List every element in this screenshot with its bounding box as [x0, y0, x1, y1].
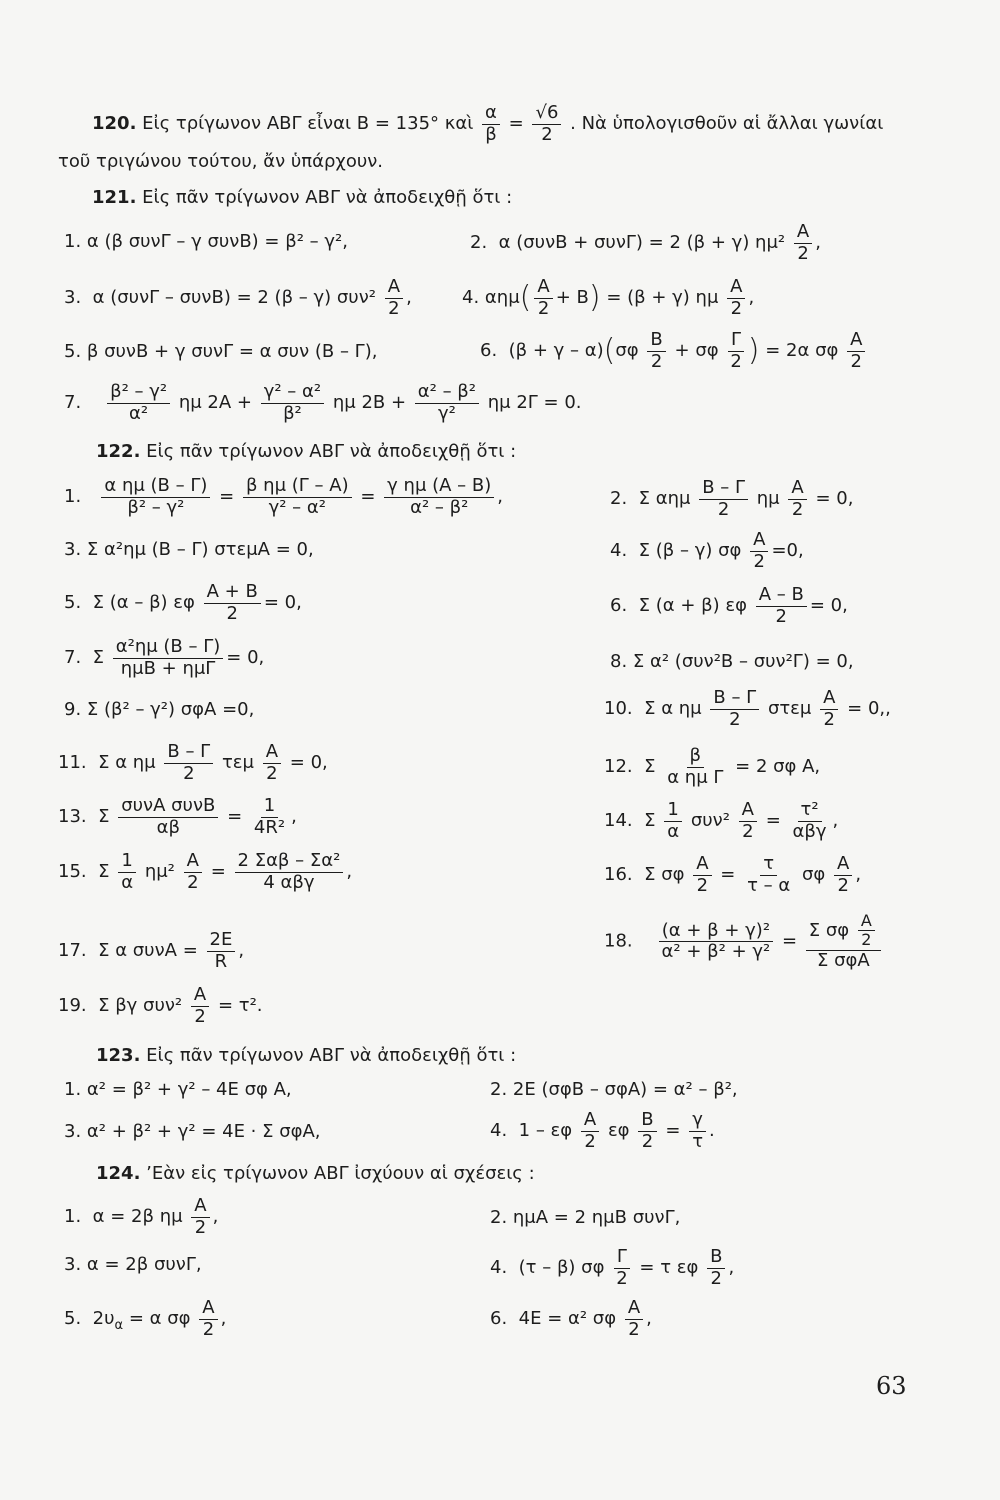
p123-item1: 1. α² = β² + γ² – 4Ε σφ Α, — [64, 1079, 292, 1100]
p122-item9: 9. Σ (β² – γ²) σφΑ =0, — [64, 699, 255, 720]
p122-item4: 4. Σ (β – γ) σφ $\frac{A}{2}$ =0, — [610, 529, 804, 572]
problem-121-title: 121. Εἰς πᾶν τρίγωνον ΑΒΓ νὰ ἀποδειχθῇ ὅτι : — [92, 187, 513, 208]
problem-122-title: 122. Εἰς πᾶν τρίγωνον ΑΒΓ νὰ ἀποδειχθῇ ὅτι : — [96, 441, 517, 462]
p122-item7: 7. Σ α²ημ (Β – Γ) ημΒ + ημΓ = 0, — [64, 636, 265, 679]
p121-item4: 4. αημ( $\frac{A}{2}$ + Β) = (β + γ) ημ $\frac{A}{2}$ , — [462, 276, 755, 319]
p124-item5: 5. $2\upsilon_\alpha = \alpha$ σφ $\frac{A}{2}$ , — [64, 1297, 227, 1340]
p121-item1: 1. α (β συνΓ – γ συνΒ) = β² – γ², — [64, 231, 348, 252]
problem-number: 121. — [92, 187, 137, 208]
problem-number: 122. — [96, 441, 141, 462]
problem-number: 124. — [96, 1163, 141, 1184]
p121-item5: 5. β συνΒ + γ συνΓ = α συν (Β – Γ), — [64, 341, 378, 362]
problem-120-line1: 120. Εἰς τρίγωνον ΑΒΓ εἶναι Β = 135° καὶ $\frac{\alpha}{\beta}$ = $\frac{√6}{2}$ . Νὰ ὑπολογισθοῦν αἱ ἄλλαι γωνίαι — [92, 102, 884, 145]
p122-item15: 15. Σ $\frac{1}{\alpha}$ ημ² $\frac{A}{2}$ = 2 Σαβ – Σα² 4 αβγ , — [58, 850, 353, 893]
p121-item6: 6. (β + γ – α)(σφ $\frac{B}{2}$ + σφ $\frac{\Gamma}{2}$ ) = 2α σφ $\frac{A}{2}$ — [480, 330, 868, 372]
p123-item2: 2. 2Ε (σφΒ – σφΑ) = α² – β², — [490, 1079, 738, 1100]
p122-item11: 11. Σ α ημ $\frac{B - \Gamma}{2}$ τεμ $\frac{A}{2}$ = 0, — [58, 741, 328, 784]
p122-item8: 8. Σ α² (συν²Β – συν²Γ) = 0, — [610, 651, 854, 672]
problem-120-line2: τοῦ τριγώνου τούτου, ἄν ὑπάρχουν. — [58, 151, 384, 172]
problem-123-title: 123. Εἰς πᾶν τρίγωνον ΑΒΓ νὰ ἀποδειχθῇ ὅτι : — [96, 1045, 517, 1066]
p122-item6: 6. Σ (α + β) εφ $\frac{A - B}{2}$ = 0, — [610, 584, 848, 627]
p122-item10: 10. Σ α ημ $\frac{B - \Gamma}{2}$ στεμ $\frac{A}{2}$ = 0,, — [604, 687, 891, 730]
p122-item13: 13. Σ συνΑ συνΒ αβ = $\frac{1}{\text{4R²}}$ , — [58, 795, 297, 838]
problem-number: 123. — [96, 1045, 141, 1066]
p122-item19: 19. Σ βγ συν² $\frac{A}{2}$ = τ². — [58, 984, 263, 1027]
p121-item2: 2. α (συνΒ + συνΓ) = 2 (β + γ) ημ² $\frac{A}{2}$ , — [470, 221, 821, 264]
p124-item4: 4. (τ – β) σφ $\frac{\Gamma}{2}$ = τ εφ $\frac{B}{2}$ , — [490, 1246, 735, 1289]
p122-item12: 12. Σ $\frac{\beta}{\text{α ημ Γ}}$ = 2 σφ Α, — [604, 745, 821, 788]
p122-item16: 16. Σ σφ $\frac{A}{2}$ = $\frac{\tau}{\tau - \alpha}$ σφ $\frac{A}{2}$ , — [604, 853, 862, 896]
problem-number: 120. — [92, 113, 137, 135]
page-number: 63 — [876, 1372, 907, 1400]
p122-item3: 3. Σ α²ημ (Β – Γ) στεμΑ = 0, — [64, 539, 314, 560]
p121-item7: 7. $\frac{\text{β² – γ²}}{\text{α²}}$ ημ 2Α + $\frac{\text{γ² – α²}}{\text{β²}}$ ημ 2Β + $\frac{\text{α² – β²}}{\text{γ²}}$ ημ 2Γ = 0. — [64, 381, 582, 424]
p122-item18: 18. $\frac{\text{(α + β + γ)²}}{\text{α² + β² + γ²}}$ = Σ σφ $\frac{A}{2}$ Σ σφΑ — [604, 912, 884, 971]
p124-item6: 6. 4Ε = α² σφ $\frac{A}{2}$ , — [490, 1297, 652, 1340]
p124-item3: 3. α = 2β συνΓ, — [64, 1254, 202, 1275]
p122-item14: 14. Σ $\frac{1}{\alpha}$ συν² $\frac{A}{2}$ = τ² αβγ , — [604, 799, 839, 842]
p124-item2: 2. ημΑ = 2 ημΒ συνΓ, — [490, 1207, 681, 1228]
p122-item2: 2. Σ αημ $\frac{B - \Gamma}{2}$ ημ $\frac{A}{2}$ = 0, — [610, 477, 854, 520]
p122-item5: 5. Σ (α – β) εφ $\frac{A + B}{2}$ = 0, — [64, 581, 302, 624]
p123-item3: 3. α² + β² + γ² = 4Ε · Σ σφΑ, — [64, 1121, 321, 1142]
p121-item3: 3. α (συνΓ – συνΒ) = 2 (β – γ) συν² $\frac{A}{2}$ , — [64, 276, 412, 319]
p122-item1: 1. $\frac{\text{α ημ (Β – Γ)}}{\text{β² – γ²}}$ = $\frac{\text{β ημ (Γ – Α)}}{\text{γ² – α²}}$ = $\frac{\text{γ ημ (Α – Β)}}{\text{α² – β²}}$ , — [64, 475, 503, 518]
p124-item1: 1. α = 2β ημ $\frac{A}{2}$ , — [64, 1195, 219, 1238]
p123-item4: 4. 1 – εφ $\frac{A}{2}$ εφ $\frac{B}{2}$ = $\frac{\gamma}{\tau}$ . — [490, 1109, 715, 1152]
problem-124-title: 124. ’Εὰν εἰς τρίγωνον ΑΒΓ ἰσχύουν αἱ σχέσεις : — [96, 1163, 535, 1184]
p122-item17: 17. Σ α συνΑ = $\frac{2E}{R}$ , — [58, 929, 245, 972]
